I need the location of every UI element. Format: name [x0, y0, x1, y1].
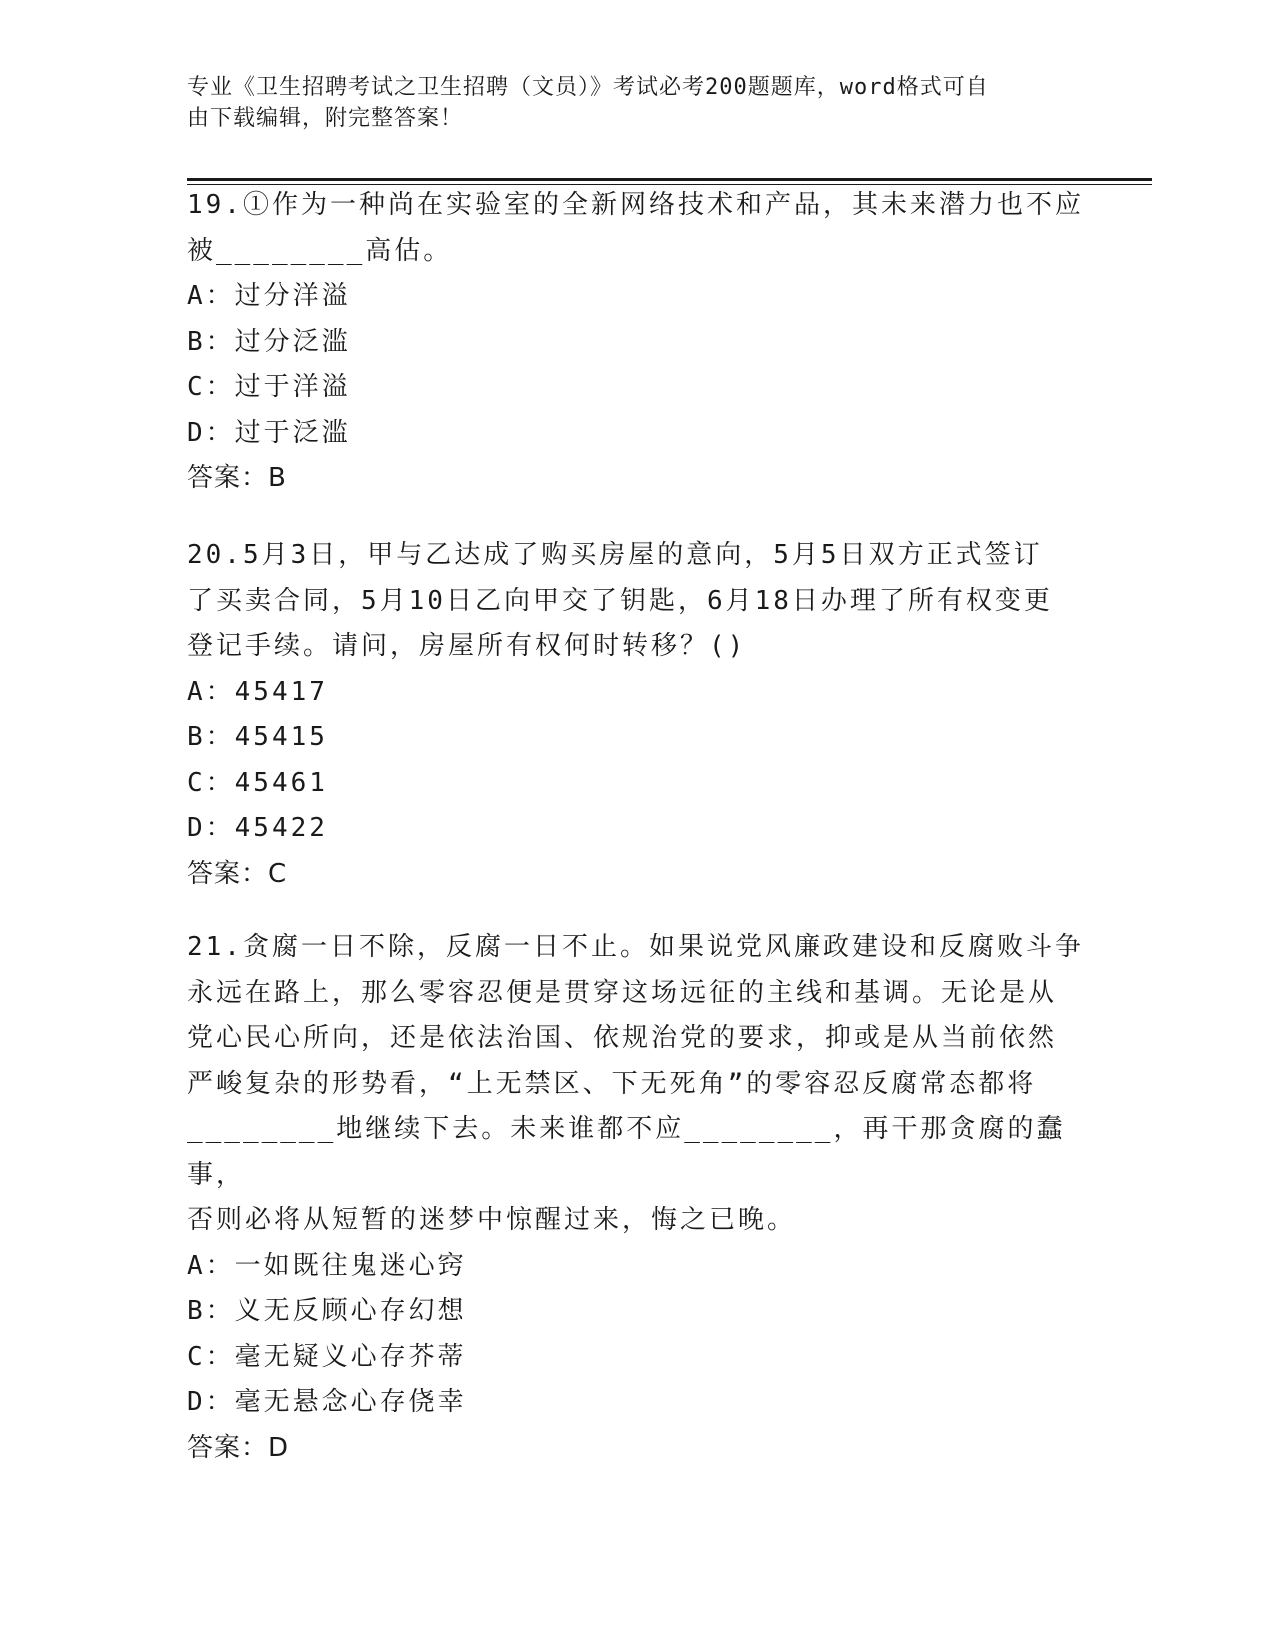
question-stem-line: 否则必将从短暂的迷梦中惊醒过来，悔之已晚。	[187, 1205, 797, 1235]
option-b: B：义无反顾心存幻想	[187, 1296, 467, 1326]
question-stem-line: 21.贪腐一日不除，反腐一日不止。如果说党风廉政建设和反腐败斗争	[187, 932, 1084, 962]
option-c: C：毫无疑义心存芥蒂	[187, 1341, 467, 1372]
header-divider-thick	[187, 178, 1152, 181]
option-b: B：45415	[187, 722, 328, 752]
question-stem-line: 20.5月3日，甲与乙达成了购买房屋的意向，5月5日双方正式签订	[187, 540, 1043, 570]
option-c: C：过于洋溢	[187, 372, 351, 402]
option-b: B：过分泛滥	[187, 326, 351, 357]
header-line-2: 由下载编辑，附完整答案！	[187, 106, 464, 131]
question-stem-line: 被________高估。	[187, 235, 453, 266]
question-21	[187, 925, 1087, 1471]
answer-line: 答案：B	[187, 463, 287, 493]
option-c: C：45461	[187, 767, 328, 798]
option-a: A：45417	[187, 676, 328, 707]
question-stem-line: 党心民心所向，还是依法治国、依规治党的要求，抑或是从当前依然	[187, 1023, 1058, 1053]
question-stem-line: 严峻复杂的形势看，“上无禁区、下无死角”的零容忍反腐常态都将	[187, 1068, 1037, 1099]
question-19	[187, 183, 1087, 502]
option-d: D：毫无悬念心存侥幸	[187, 1387, 467, 1417]
question-stem-line: 了买卖合同，5月10日乙向甲交了钥匙，6月18日办理了所有权变更	[187, 585, 1053, 616]
option-d: D：过于泛滥	[187, 417, 351, 448]
header-line-1: 专业《卫生招聘考试之卫生招聘（文员）》考试必考200题题库，word格式可自	[187, 75, 989, 100]
answer-line: 答案：C	[187, 858, 288, 889]
question-stem-line: 永远在路上，那么零容忍便是贯穿这场远征的主线和基调。无论是从	[187, 977, 1058, 1008]
question-stem-line: 19.①作为一种尚在实验室的全新网络技术和产品，其未来潜力也不应	[187, 190, 1084, 220]
question-stem-line: ________地继续下去。未来谁都不应________，再干那贪腐的蠢事，	[187, 1114, 1066, 1190]
option-d: D：45422	[187, 813, 328, 843]
answer-line: 答案：D	[187, 1432, 290, 1463]
option-a: A：过分洋溢	[187, 281, 351, 311]
option-a: A：一如既往鬼迷心窍	[187, 1250, 467, 1281]
document-header	[187, 72, 1087, 134]
question-20	[187, 533, 1087, 897]
question-stem-line: 登记手续。请问，房屋所有权何时转移？()	[187, 631, 747, 661]
